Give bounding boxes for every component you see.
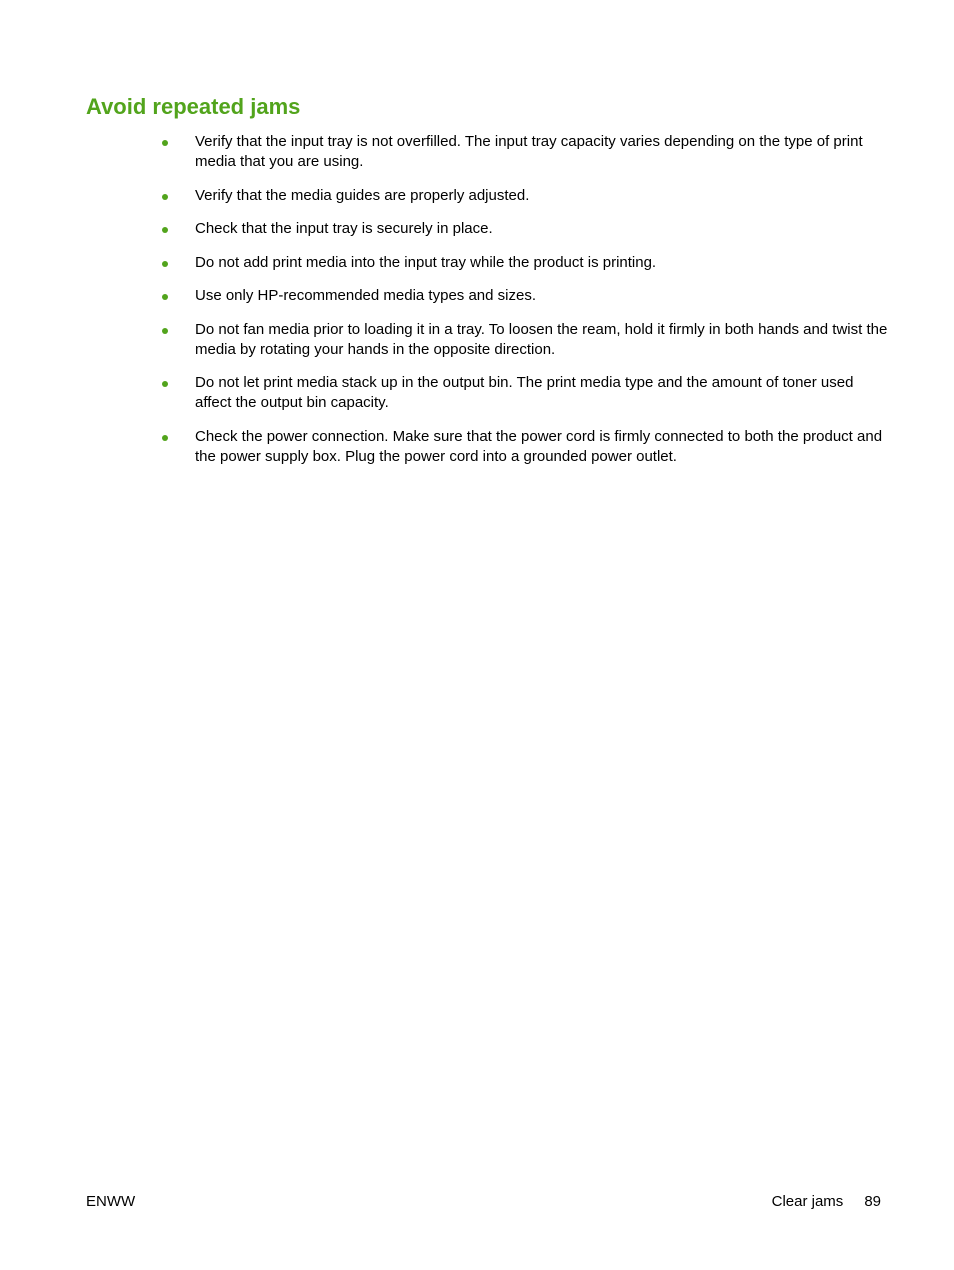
bullet-icon <box>162 294 168 300</box>
bullet-icon <box>162 261 168 267</box>
list-item-text: Check the power connection. Make sure that the power cord is firmly connected to both the product and the power supply box. Plug the power cord into a grounded power outlet. <box>195 427 883 465</box>
list-item-text: Do not add print media into the input tray while the product is printing. <box>195 253 657 271</box>
bullet-icon <box>162 435 168 441</box>
footer-left-label: ENWW <box>86 1193 136 1210</box>
list-item <box>158 253 888 273</box>
list-item-text: Verify that the media guides are properly adjusted. <box>195 186 530 204</box>
list-item-text: Use only HP-recommended media types and sizes. <box>195 287 536 304</box>
list-item-text: Do not let print media stack up in the output bin. The print media type and the amount of toner used affect the output bin capacity. <box>195 374 854 411</box>
list-item <box>158 186 888 206</box>
footer-section-title: Clear jams <box>771 1193 844 1210</box>
list-item <box>158 132 888 172</box>
bullet-list <box>158 132 888 480</box>
bullet-icon <box>162 227 168 233</box>
list-item <box>158 219 888 239</box>
list-item-text: Verify that the input tray is not overfilled. The input tray capacity varies depending on the type of print media that you are using. <box>195 133 863 170</box>
bullet-icon <box>162 328 168 334</box>
list-item <box>158 320 888 360</box>
list-item <box>158 373 888 413</box>
list-item <box>158 286 888 306</box>
bullet-icon <box>162 381 168 387</box>
list-item-text: Check that the input tray is securely in place. <box>195 220 493 237</box>
page-number: 89 <box>864 1193 881 1210</box>
bullet-icon <box>162 140 168 146</box>
bullet-icon <box>162 194 168 200</box>
list-item <box>158 427 888 467</box>
list-item-text: Do not fan media prior to loading it in a tray. To loosen the ream, hold it firmly in both hands and twist the media by rotating your hands in the opposite direction. <box>195 320 888 358</box>
page-title: Avoid repeated jams <box>86 94 301 119</box>
footer-right <box>772 1192 881 1212</box>
